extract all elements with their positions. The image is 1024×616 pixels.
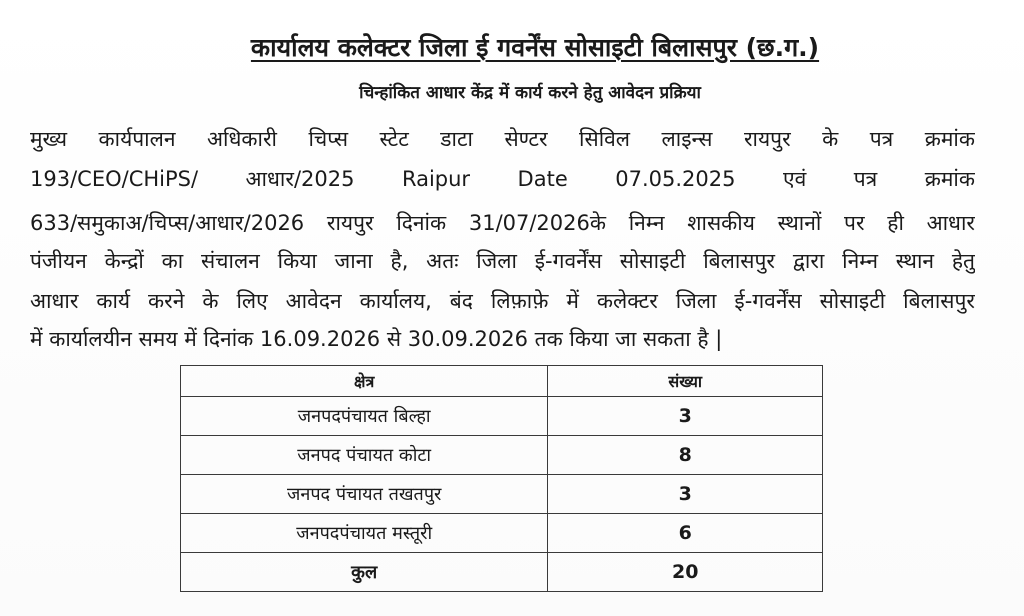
area-cell: जनपद पंचायत तखतपुर (181, 475, 548, 514)
page-subtitle: चिन्हांकित आधार केंद्र में कार्य करने हेतु आवेदन प्रक्रिया (359, 83, 701, 103)
count-cell: 3 (548, 397, 823, 436)
area-count-table (180, 365, 823, 592)
count-cell: 3 (548, 475, 823, 514)
table-row (181, 475, 823, 514)
area-cell: जनपदपंचायत मस्तूरी (181, 514, 548, 553)
page-title: कार्यालय कलेक्टर जिला ई गवर्नेंस सोसाइटी बिलासपुर (छ.ग.) (250, 33, 820, 62)
table-row (181, 436, 823, 475)
table-header-row (181, 366, 823, 397)
count-cell: 8 (548, 436, 823, 475)
area-cell: जनपद पंचायत कोटा (181, 436, 548, 475)
body-text-line: पंजीयन केन्द्रों का संचालन किया जाना है, अतः जिला ई-गवर्नेंस सोसाइटी बिलासपुर द्वारा निम्न स्थान हेतु (30, 249, 975, 273)
table-total-row (181, 553, 823, 592)
area-cell: जनपदपंचायत बिल्हा (181, 397, 548, 436)
total-value: 20 (548, 553, 823, 592)
table-row (181, 397, 823, 436)
table-row (181, 514, 823, 553)
body-text-line: आधार कार्य करने के लिए आवेदन कार्यालय, बंद लिफ़ाफ़े में कलेक्टर जिला ई-गवर्नेंस सोसाइटी बिलासपुर (30, 289, 975, 313)
header-count: संख्या (548, 366, 823, 397)
body-text-line: 633/समुकाअ/चिप्स/आधार/2026 रायपुर दिनांक 31/07/2026के निम्न शासकीय स्थानों पर ही आधार (30, 211, 975, 235)
header-area: क्षेत्र (181, 366, 548, 397)
body-text-line: मुख्य कार्यपालन अधिकारी चिप्स स्टेट डाटा सेण्टर सिविल लाइन्स रायपुर के पत्र क्रमांक (30, 127, 975, 151)
body-text-line: 193/CEO/CHiPS/ आधार/2025 Raipur Date 07.05.2025 एवं पत्र क्रमांक (30, 167, 975, 191)
total-label: कुल (181, 553, 548, 592)
body-text-line: में कार्यालयीन समय में दिनांक 16.09.2026 से 30.09.2026 तक किया जा सकता है | (30, 327, 723, 351)
count-cell: 6 (548, 514, 823, 553)
